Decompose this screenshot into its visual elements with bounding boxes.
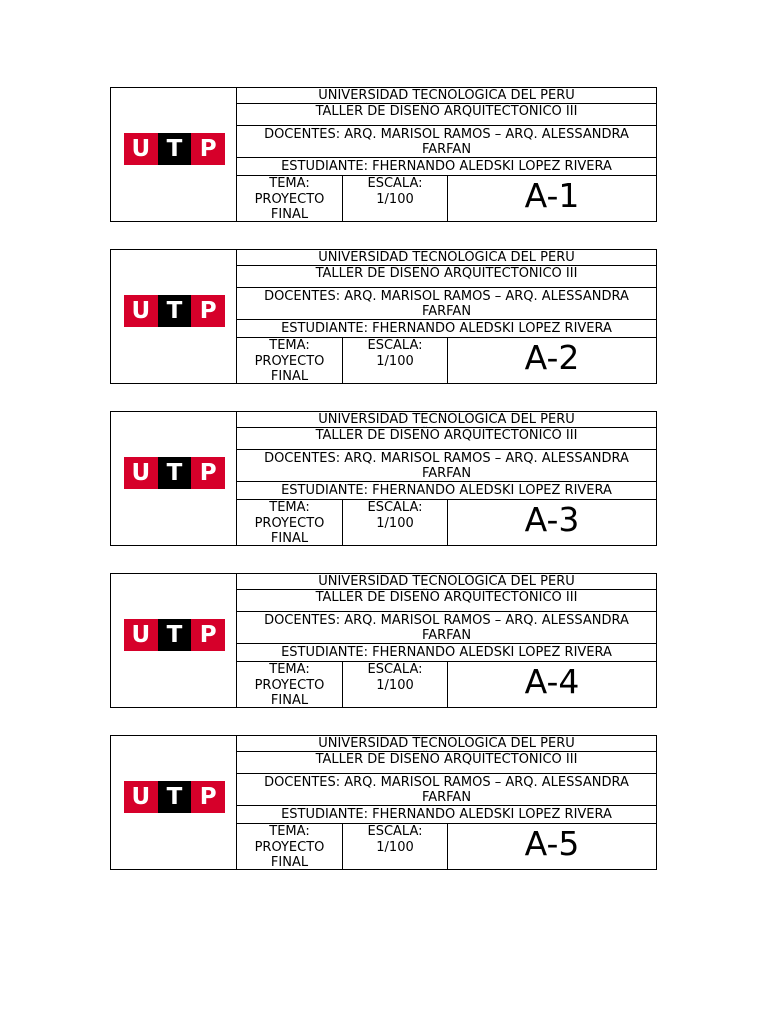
tema-line-1: PROYECTO (254, 191, 325, 207)
teachers-line-1: DOCENTES: ARQ. MARISOL RAMOS – ARQ. ALESSANDRA (264, 613, 629, 628)
escala-cell (343, 662, 448, 707)
sheet-code: A-5 (524, 824, 580, 863)
university-name: UNIVERSIDAD TECNOLOGICA DEL PERU (237, 736, 656, 752)
logo-cell (111, 250, 237, 383)
teachers-line-1: DOCENTES: ARQ. MARISOL RAMOS – ARQ. ALESSANDRA (264, 127, 629, 142)
utp-logo (124, 457, 225, 489)
tema-line-1: PROYECTO (254, 515, 325, 531)
logo-letter-u: U (124, 781, 158, 813)
tema-label: TEMA: (269, 500, 310, 515)
escala-value: 1/100 (376, 515, 414, 531)
info-table (237, 250, 656, 383)
logo-cell (111, 88, 237, 221)
escala-label: ESCALA: (367, 500, 423, 515)
tema-cell (237, 824, 343, 869)
bottom-row (237, 176, 656, 221)
logo-letter-t: T (158, 781, 192, 813)
university-name: UNIVERSIDAD TECNOLOGICA DEL PERU (237, 574, 656, 590)
logo-letter-t: T (158, 619, 192, 651)
escala-value: 1/100 (376, 191, 414, 207)
teachers-line-1: DOCENTES: ARQ. MARISOL RAMOS – ARQ. ALESSANDRA (264, 451, 629, 466)
teachers-line-2: FARFAN (421, 628, 472, 643)
university-name: UNIVERSIDAD TECNOLOGICA DEL PERU (237, 250, 656, 266)
logo-letter-p: P (191, 619, 225, 651)
escala-cell (343, 338, 448, 383)
teachers-line-2: FARFAN (421, 304, 472, 319)
info-table (237, 736, 656, 869)
escala-value: 1/100 (376, 353, 414, 369)
university-name: UNIVERSIDAD TECNOLOGICA DEL PERU (237, 412, 656, 428)
info-table (237, 88, 656, 221)
escala-label: ESCALA: (367, 824, 423, 839)
logo-letter-p: P (191, 457, 225, 489)
title-block-2 (110, 249, 657, 384)
logo-cell (111, 736, 237, 869)
bottom-row (237, 338, 656, 383)
bottom-row (237, 824, 656, 869)
teachers-line-2: FARFAN (421, 142, 472, 157)
logo-letter-p: P (191, 133, 225, 165)
utp-logo (124, 295, 225, 327)
teachers-line-2: FARFAN (421, 466, 472, 481)
workshop-name: TALLER DE DISEÑO ARQUITECTONICO III (237, 590, 656, 612)
teachers (237, 774, 656, 806)
tema-line-2: FINAL (270, 693, 309, 708)
teachers (237, 126, 656, 158)
workshop-name: TALLER DE DISEÑO ARQUITECTONICO III (237, 428, 656, 450)
escala-label: ESCALA: (367, 338, 423, 353)
tema-label: TEMA: (269, 662, 310, 677)
bottom-row (237, 500, 656, 545)
workshop-name: TALLER DE DISEÑO ARQUITECTONICO III (237, 266, 656, 288)
teachers-line-1: DOCENTES: ARQ. MARISOL RAMOS – ARQ. ALESSANDRA (264, 775, 629, 790)
teachers (237, 288, 656, 320)
bottom-row (237, 662, 656, 707)
sheet-code: A-2 (524, 338, 580, 377)
logo-letter-p: P (191, 781, 225, 813)
tema-line-2: FINAL (270, 531, 309, 546)
student-name: ESTUDIANTE: FHERNANDO ALEDSKI LOPEZ RIVERA (237, 158, 656, 176)
info-table (237, 412, 656, 545)
title-block-5 (110, 735, 657, 870)
university-name: UNIVERSIDAD TECNOLOGICA DEL PERU (237, 88, 656, 104)
tema-line-1: PROYECTO (254, 839, 325, 855)
teachers (237, 612, 656, 644)
tema-line-2: FINAL (270, 207, 309, 222)
escala-cell (343, 176, 448, 221)
tema-cell (237, 176, 343, 221)
logo-letter-u: U (124, 457, 158, 489)
logo-cell (111, 574, 237, 707)
escala-value: 1/100 (376, 677, 414, 693)
logo-letter-t: T (158, 295, 192, 327)
sheet-code: A-4 (524, 662, 580, 701)
tema-line-1: PROYECTO (254, 677, 325, 693)
escala-cell (343, 500, 448, 545)
tema-label: TEMA: (269, 824, 310, 839)
logo-letter-t: T (158, 133, 192, 165)
tema-line-2: FINAL (270, 369, 309, 384)
workshop-name: TALLER DE DISEÑO ARQUITECTONICO III (237, 752, 656, 774)
tema-cell (237, 500, 343, 545)
tema-line-2: FINAL (270, 855, 309, 870)
info-table (237, 574, 656, 707)
workshop-name: TALLER DE DISEÑO ARQUITECTONICO III (237, 104, 656, 126)
logo-letter-p: P (191, 295, 225, 327)
escala-cell (343, 824, 448, 869)
escala-label: ESCALA: (367, 176, 423, 191)
student-name: ESTUDIANTE: FHERNANDO ALEDSKI LOPEZ RIVERA (237, 482, 656, 500)
logo-letter-u: U (124, 133, 158, 165)
escala-label: ESCALA: (367, 662, 423, 677)
teachers-line-1: DOCENTES: ARQ. MARISOL RAMOS – ARQ. ALESSANDRA (264, 289, 629, 304)
logo-letter-u: U (124, 619, 158, 651)
teachers (237, 450, 656, 482)
tema-label: TEMA: (269, 176, 310, 191)
sheet-code: A-1 (524, 176, 580, 215)
title-block-1 (110, 87, 657, 222)
title-block-3 (110, 411, 657, 546)
utp-logo (124, 133, 225, 165)
tema-cell (237, 662, 343, 707)
tema-label: TEMA: (269, 338, 310, 353)
tema-line-1: PROYECTO (254, 353, 325, 369)
sheet-code: A-3 (524, 500, 580, 539)
logo-cell (111, 412, 237, 545)
utp-logo (124, 619, 225, 651)
teachers-line-2: FARFAN (421, 790, 472, 805)
tema-cell (237, 338, 343, 383)
escala-value: 1/100 (376, 839, 414, 855)
logo-letter-t: T (158, 457, 192, 489)
student-name: ESTUDIANTE: FHERNANDO ALEDSKI LOPEZ RIVERA (237, 320, 656, 338)
student-name: ESTUDIANTE: FHERNANDO ALEDSKI LOPEZ RIVERA (237, 806, 656, 824)
title-block-4 (110, 573, 657, 708)
logo-letter-u: U (124, 295, 158, 327)
utp-logo (124, 781, 225, 813)
student-name: ESTUDIANTE: FHERNANDO ALEDSKI LOPEZ RIVERA (237, 644, 656, 662)
